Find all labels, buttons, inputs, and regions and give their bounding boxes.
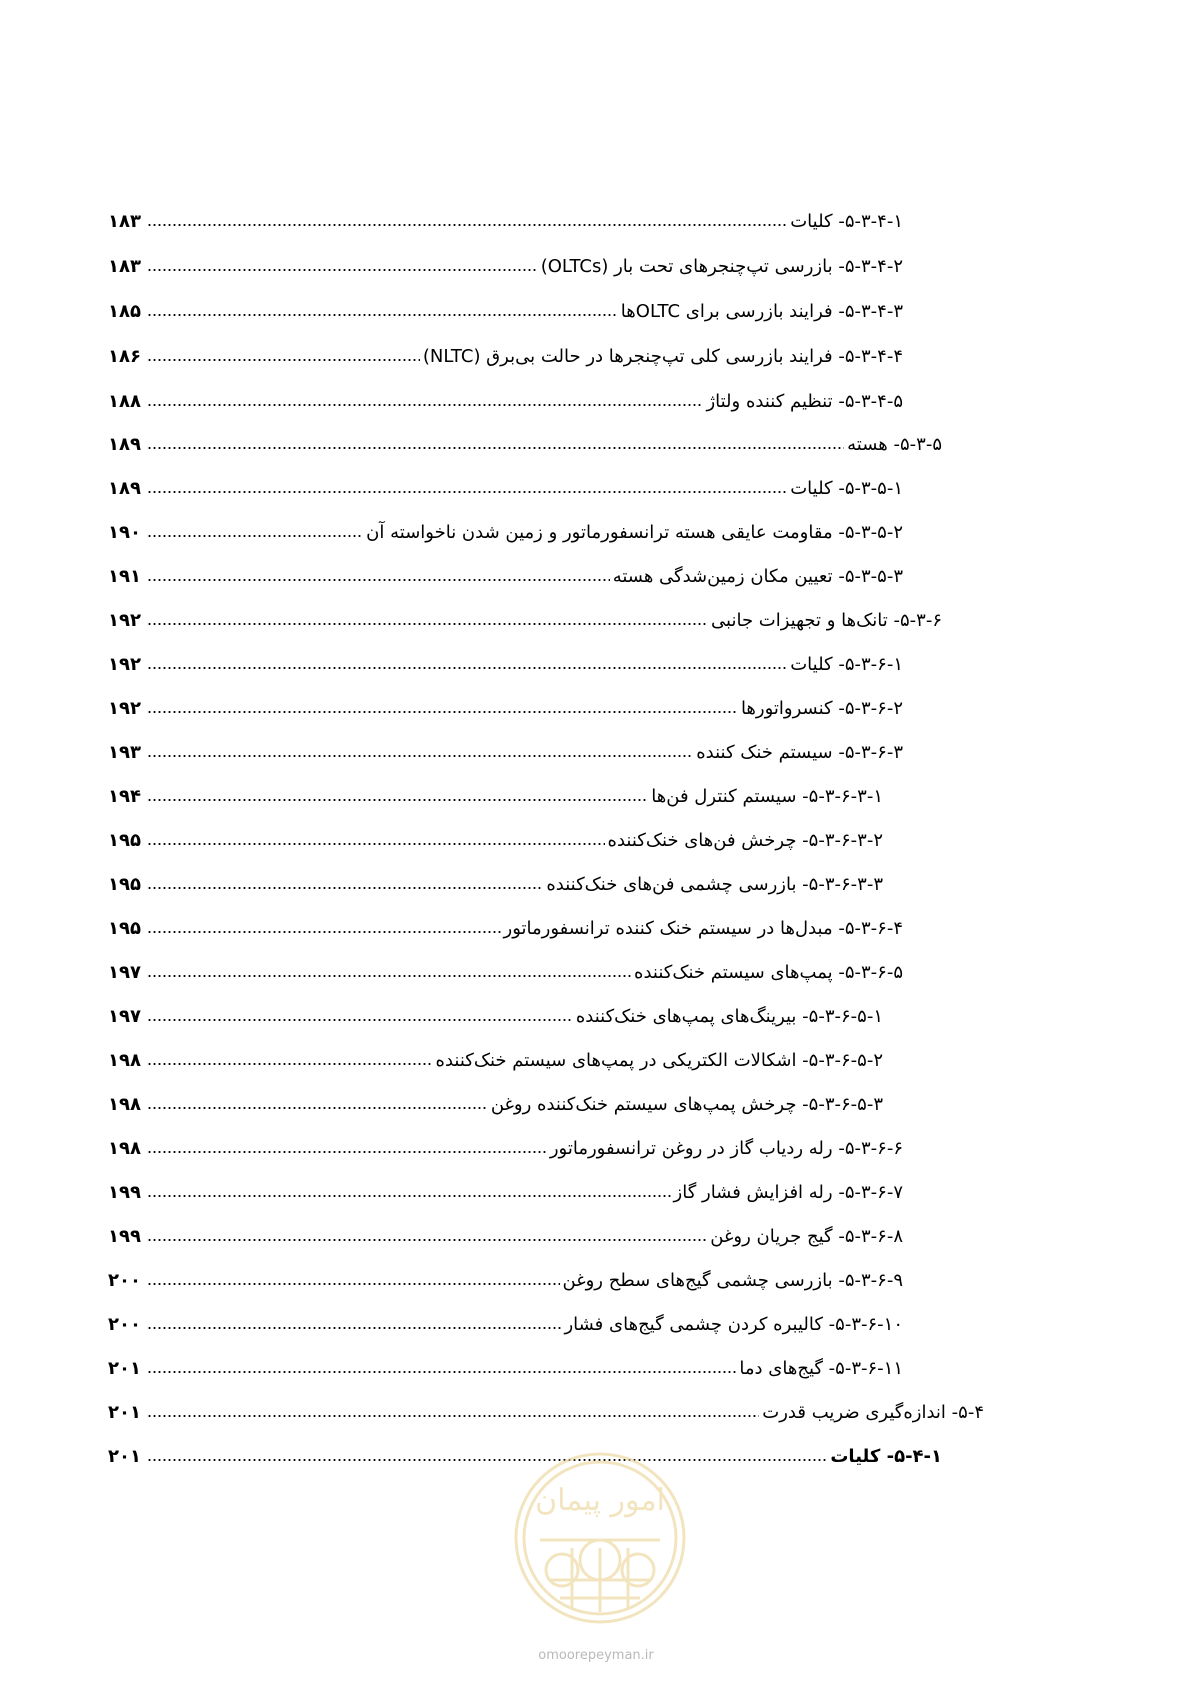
dot-leader	[147, 1414, 759, 1418]
toc-entry-title: ۵-۳-۶-۱۱- گیج‌های دما	[739, 1358, 903, 1379]
dot-leader	[147, 798, 648, 802]
toc-entry-title: ۵-۳-۶-۹- بازرسی چشمی گیج‌های سطح روغن	[562, 1270, 903, 1291]
toc-entry[interactable]	[108, 816, 883, 850]
dot-leader	[147, 622, 708, 626]
toc-entry[interactable]	[108, 1168, 903, 1202]
toc-entry-page-number: ۱۸۵	[108, 301, 141, 322]
toc-entry-title: ۵-۳-۴-۵- تنظیم کننده ولتاژ	[706, 391, 903, 412]
toc-entry-page-number: ۱۹۰	[108, 522, 141, 543]
toc-entry[interactable]	[108, 904, 903, 938]
toc-entry[interactable]	[108, 1388, 984, 1422]
toc-entry[interactable]	[108, 1212, 903, 1246]
toc-entry-title: ۵-۳-۶-۲- کنسرواتورها	[740, 698, 903, 719]
toc-entry[interactable]	[108, 728, 903, 762]
dot-leader	[147, 974, 631, 978]
toc-entry[interactable]	[108, 772, 883, 806]
toc-entry-page-number: ۱۹۵	[108, 874, 141, 895]
dot-leader	[147, 1194, 671, 1198]
toc-entry-page-number: ۱۹۱	[108, 566, 141, 587]
toc-entry-title: ۵-۳-۶-۶- رله ردیاب گاز در روغن ترانسفورماتور	[549, 1138, 903, 1159]
toc-entry-title: ۵-۳-۶-۴- مبدل‌ها در سیستم خنک کننده ترانسفورماتور	[503, 918, 903, 939]
toc-entry[interactable]	[108, 992, 883, 1026]
toc-entry-page-number: ۱۸۶	[108, 346, 141, 367]
toc-entry[interactable]	[108, 1344, 903, 1378]
toc-entry-title: ۵-۳-۶-۵-۳- چرخش پمپ‌های سیستم خنک‌کننده روغن	[490, 1094, 883, 1115]
dot-leader	[147, 1150, 547, 1154]
toc-entry[interactable]	[108, 377, 903, 411]
toc-entry-page-number: ۲۰۱	[108, 1446, 141, 1467]
toc-entry-page-number: ۲۰۱	[108, 1358, 141, 1379]
dot-leader	[147, 886, 543, 890]
dot-leader	[147, 1282, 560, 1286]
toc-entry[interactable]	[108, 508, 903, 542]
toc-entry-title: ۵-۳-۶-۸- گیج جریان روغن	[710, 1226, 903, 1247]
watermark-logo-text: امور پیمان	[535, 1483, 665, 1518]
toc-entry-title: ۵-۳-۴-۳- فرایند بازرسی برای OLTCها	[620, 301, 903, 322]
dot-leader	[147, 710, 738, 714]
toc-entry-title: ۵-۳-۶- تانک‌ها و تجهیزات جانبی	[711, 610, 942, 631]
toc-entry-title: ۵-۳-۶-۳-۲- چرخش فن‌های خنک‌کننده	[607, 830, 883, 851]
toc-entry[interactable]	[108, 1080, 883, 1114]
watermark-caption: omoorepeyman.ir	[538, 1648, 654, 1663]
toc-entry-title: ۵-۳-۶-۵-۲- اشکالات الکتریکی در پمپ‌های سیستم خنک‌کننده	[435, 1050, 883, 1071]
toc-entry[interactable]	[108, 1300, 903, 1334]
toc-entry-page-number: ۱۹۸	[108, 1050, 141, 1071]
dot-leader	[147, 313, 618, 317]
toc-entry-page-number: ۱۹۵	[108, 918, 141, 939]
dot-leader	[147, 754, 693, 758]
dot-leader	[147, 268, 538, 272]
toc-entry-page-number: ۱۹۸	[108, 1138, 141, 1159]
toc-entry-title: ۵-۳-۴-۲- بازرسی تپ‌چنجرهای تحت بار (OLTCs)	[540, 256, 903, 277]
toc-entry-title: ۵-۳-۴-۱- کلیات	[790, 211, 903, 232]
dot-leader	[147, 1370, 736, 1374]
toc-entry[interactable]	[108, 464, 903, 498]
toc-entry-title: ۵-۳-۶-۱- کلیات	[790, 654, 903, 675]
dot-leader	[147, 1326, 561, 1330]
toc-entry-title: ۵-۳-۵- هسته	[847, 434, 942, 455]
toc-entry-page-number: ۱۸۹	[108, 434, 141, 455]
dot-leader	[147, 446, 844, 450]
toc-entry[interactable]	[108, 684, 903, 718]
toc-entry-page-number: ۱۹۴	[108, 786, 141, 807]
toc-entry-title: ۵-۳-۶-۳-۳- بازرسی چشمی فن‌های خنک‌کننده	[546, 874, 883, 895]
toc-entry-page-number: ۱۹۸	[108, 1094, 141, 1115]
toc-entry-page-number: ۱۸۳	[108, 256, 141, 277]
toc-entry[interactable]	[108, 640, 903, 674]
toc-entry-page-number: ۱۹۲	[108, 610, 141, 631]
toc-entry-page-number: ۱۹۳	[108, 742, 141, 763]
watermark-logo	[510, 1448, 690, 1628]
toc-entry[interactable]	[108, 197, 903, 231]
toc-entry-page-number: ۱۹۲	[108, 654, 141, 675]
toc-entry[interactable]	[108, 1036, 883, 1070]
toc-entry-page-number: ۲۰۱	[108, 1402, 141, 1423]
toc-entry-page-number: ۱۹۹	[108, 1182, 141, 1203]
toc-entry[interactable]	[108, 596, 942, 630]
dot-leader	[147, 534, 363, 538]
toc-entry-page-number: ۱۸۹	[108, 478, 141, 499]
toc-entry-title: ۵-۳-۶-۵- پمپ‌های سیستم خنک‌کننده	[634, 962, 903, 983]
toc-entry-title: ۵-۳-۶-۳- سیستم خنک کننده	[696, 742, 903, 763]
toc-entry[interactable]	[108, 1124, 903, 1158]
toc-entry-title: ۵-۴-۱- کلیات	[830, 1446, 942, 1467]
toc-entry-title: ۵-۴- اندازه‌گیری ضریب قدرت	[762, 1402, 984, 1423]
toc-entry-title: ۵-۳-۶-۷- رله افزایش فشار گاز	[673, 1182, 903, 1203]
toc-entry-page-number: ۱۸۳	[108, 211, 141, 232]
toc-entry-title: ۵-۳-۴-۴- فرایند بازرسی کلی تپ‌چنجرها در حالت بی‌برق (NLTC)	[422, 346, 903, 367]
toc-entry[interactable]	[108, 948, 903, 982]
toc-entry-page-number: ۲۰۰	[108, 1314, 141, 1335]
dot-leader	[147, 930, 501, 934]
toc-entry-title: ۵-۳-۶-۵-۱- بیرینگ‌های پمپ‌های خنک‌کننده	[575, 1006, 883, 1027]
toc-entry-title: ۵-۳-۶-۳-۱- سیستم کنترل فن‌ها	[651, 786, 883, 807]
toc-entry-page-number: ۱۹۷	[108, 962, 141, 983]
dot-leader	[147, 1238, 707, 1242]
gear-emblem-icon	[516, 1454, 684, 1622]
toc-entry[interactable]	[108, 287, 903, 321]
toc-entry-title: ۵-۳-۶-۱۰- کالیبره کردن چشمی گیج‌های فشار	[564, 1314, 903, 1335]
toc-entry-page-number: ۱۸۸	[108, 391, 141, 412]
toc-entry-page-number: ۲۰۰	[108, 1270, 141, 1291]
toc-entry[interactable]	[108, 420, 942, 454]
toc-entry[interactable]	[108, 332, 903, 366]
dot-leader	[147, 1458, 827, 1462]
dot-leader	[147, 1062, 433, 1066]
dot-leader	[147, 1106, 488, 1110]
toc-entry-page-number: ۱۹۲	[108, 698, 141, 719]
toc-entry[interactable]	[108, 242, 903, 276]
dot-leader	[147, 358, 420, 362]
toc-entry-title: ۵-۳-۵-۲- مقاومت عایقی هسته ترانسفورماتور و زمین شدن ناخواسته آن	[366, 522, 903, 543]
dot-leader	[147, 578, 610, 582]
dot-leader	[147, 842, 605, 846]
toc-entry[interactable]	[108, 1256, 903, 1290]
dot-leader	[147, 666, 787, 670]
toc-entry-page-number: ۱۹۷	[108, 1006, 141, 1027]
dot-leader	[147, 490, 787, 494]
toc-entry-title: ۵-۳-۵-۳- تعیین مکان زمین‌شدگی هسته	[612, 566, 903, 587]
dot-leader	[147, 403, 703, 407]
toc-entry-page-number: ۱۹۵	[108, 830, 141, 851]
toc-entry-title: ۵-۳-۵-۱- کلیات	[790, 478, 903, 499]
toc-entry-page-number: ۱۹۹	[108, 1226, 141, 1247]
toc-entry[interactable]	[108, 552, 903, 586]
dot-leader	[147, 1018, 573, 1022]
dot-leader	[147, 223, 787, 227]
toc-entry[interactable]	[108, 860, 883, 894]
